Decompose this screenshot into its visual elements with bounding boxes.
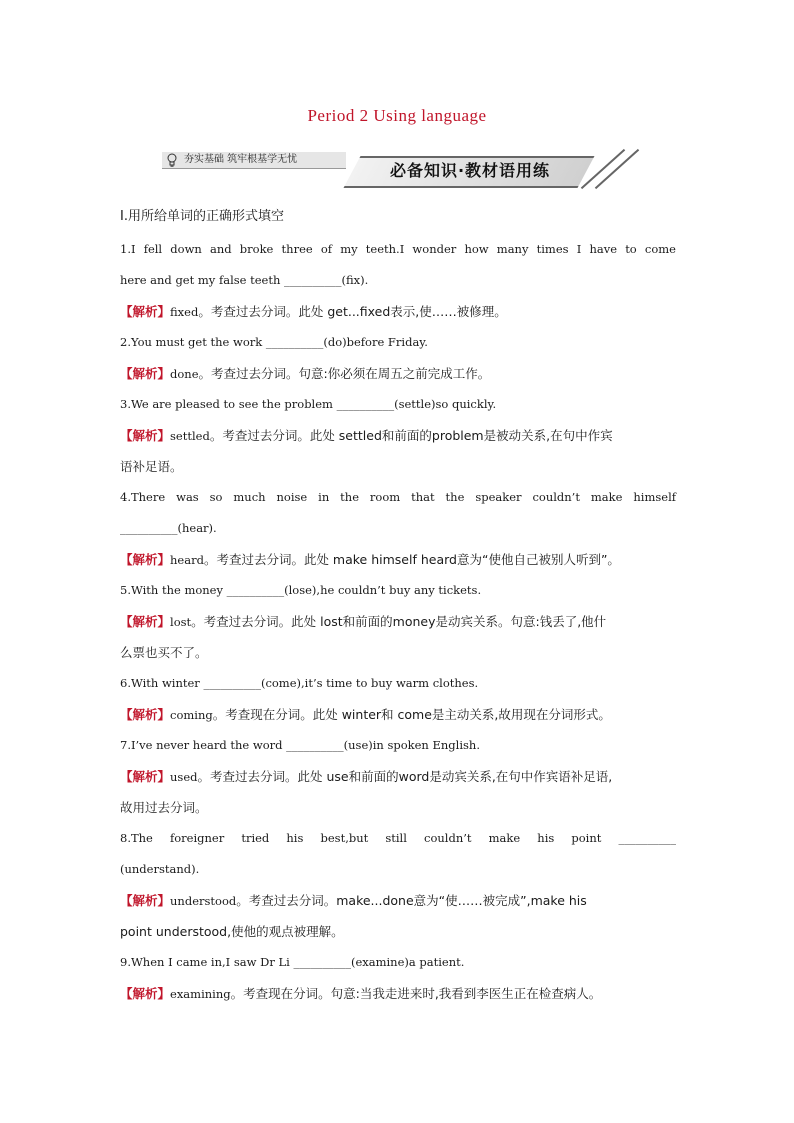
explanation-tag: 【解析】 [120,707,171,722]
explanation-tag: 【解析】 [120,769,171,784]
explanation-text: 。考查过去分词。此处 lost和前面的money是动宾关系。句意:钱丢了,他什 [191,614,607,629]
question-line: 5.With the money __________(lose),he couldn’t buy any tickets. [120,583,482,597]
answer-key: heard [170,553,204,567]
question-line: (understand). [120,862,200,876]
question-line: __________(hear). [120,521,217,535]
explanation-text: 。考查过去分词。此处 make himself heard意为“使他自己被别人听到”。 [203,552,620,567]
banner-left-box [162,152,346,169]
answer-key: settled [170,429,210,443]
explanation-continued: 故用过去分词。 [120,800,208,815]
explanation-tag: 【解析】 [120,893,171,908]
question-line: 7.I’ve never heard the word __________(use)in spoken English. [120,738,480,752]
answer-line [120,978,676,1009]
answer-line [120,358,676,389]
answer-line [120,296,676,327]
explanation-tag: 【解析】 [120,614,171,629]
question-line: 8.The foreigner tried his best,but still couldn’t make his point __________ [120,831,676,845]
page-title: Period 2 Using language [307,106,487,125]
answer-key: understood [170,894,237,908]
explanation-tag: 【解析】 [120,986,171,1001]
question-line: 3.We are pleased to see the problem __________(settle)so quickly. [120,397,497,411]
question-line: 6.With winter __________(come),it’s time to buy warm clothes. [120,676,479,690]
answer-line [120,885,676,916]
lightbulb-icon [166,153,178,167]
banner-right-text: 必备知识·教材语用练 [389,161,551,180]
section-heading: Ⅰ.用所给单词的正确形式填空 [120,209,284,224]
explanation-continued: point understood,使他的观点被理解。 [120,924,344,939]
explanation-tag: 【解析】 [120,552,171,567]
answer-key: fixed [170,305,199,319]
question-line: 4.There was so much noise in the room that the speaker couldn’t make himself [120,490,676,504]
banner-left-text: 夯实基础 筑牢根基学无忧 [184,154,298,165]
explanation-tag: 【解析】 [120,366,171,381]
answer-line [120,544,676,575]
answer-key: used [170,770,198,784]
answer-key: lost [170,615,192,629]
explanation-tag: 【解析】 [120,304,171,319]
explanation-text: 。考查过去分词。此处 settled和前面的problem是被动关系,在句中作宾 [209,428,613,443]
answer-key: examining [170,987,231,1001]
explanation-continued: 么票也买不了。 [120,645,208,660]
answer-key: coming [170,708,213,722]
section-banner [162,146,630,192]
answer-key: done [170,367,199,381]
question-line: here and get my false teeth __________(fix). [120,273,369,287]
answer-line [120,420,676,451]
explanation-continued: 语补足语。 [120,459,183,474]
explanation-text: 。考查现在分词。此处 winter和 come是主动关系,故用现在分词形式。 [212,707,611,722]
explanation-text: 。考查过去分词。此处 use和前面的word是动宾关系,在句中作宾语补足语, [197,769,613,784]
answer-line [120,606,676,637]
exercise-content [120,204,676,1009]
question-line: 9.When I came in,I saw Dr Li __________(examine)a patient. [120,955,465,969]
explanation-text: 。考查现在分词。句意:当我走进来时,我看到李医生正在检查病人。 [230,986,602,1001]
question-line: 2.You must get the work __________(do)before Friday. [120,335,428,349]
explanation-text: 。考查过去分词。make...done意为“使……被完成”,make his [236,893,587,908]
answer-line [120,699,676,730]
answer-line [120,761,676,792]
explanation-tag: 【解析】 [120,428,171,443]
explanation-text: 。考查过去分词。此处 get...fixed表示,使……被修理。 [198,304,507,319]
question-line: 1.I fell down and broke three of my teeth.I wonder how many times I have to come [120,242,676,256]
explanation-text: 。考查过去分词。句意:你必须在周五之前完成工作。 [198,366,491,381]
